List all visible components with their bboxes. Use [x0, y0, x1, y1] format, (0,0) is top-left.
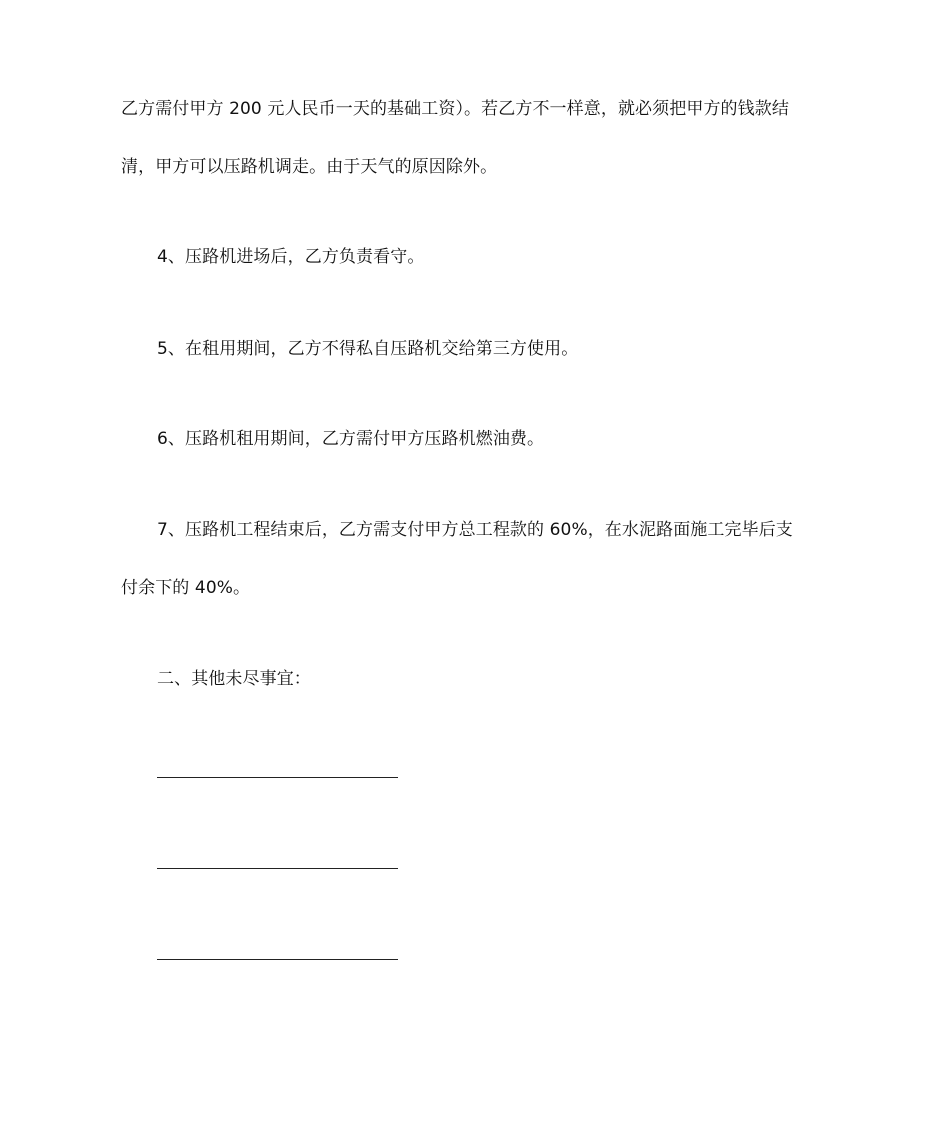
clause-7-line-2: 付余下的 40%。: [121, 578, 251, 598]
other-matters-heading: 二、其他未尽事宜：: [157, 669, 311, 689]
blank-line-3: [157, 959, 398, 960]
clause-5: 5、在租用期间，乙方不得私自压路机交给第三方使用。: [157, 339, 579, 359]
clause-4: 4、压路机进场后，乙方负责看守。: [157, 247, 425, 267]
paragraph-3-line-1: 乙方需付甲方 200 元人民币一天的基础工资）。若乙方不一样意，就必须把甲方的钱款结: [121, 99, 789, 119]
clause-7-line-1: 7、压路机工程结束后，乙方需支付甲方总工程款的 60%，在水泥路面施工完毕后支: [157, 520, 793, 540]
blank-line-2: [157, 868, 398, 869]
blank-line-1: [157, 777, 398, 778]
clause-6: 6、压路机租用期间，乙方需付甲方压路机燃油费。: [157, 429, 545, 449]
paragraph-3-line-2: 清，甲方可以压路机调走。由于天气的原因除外。: [121, 157, 498, 177]
